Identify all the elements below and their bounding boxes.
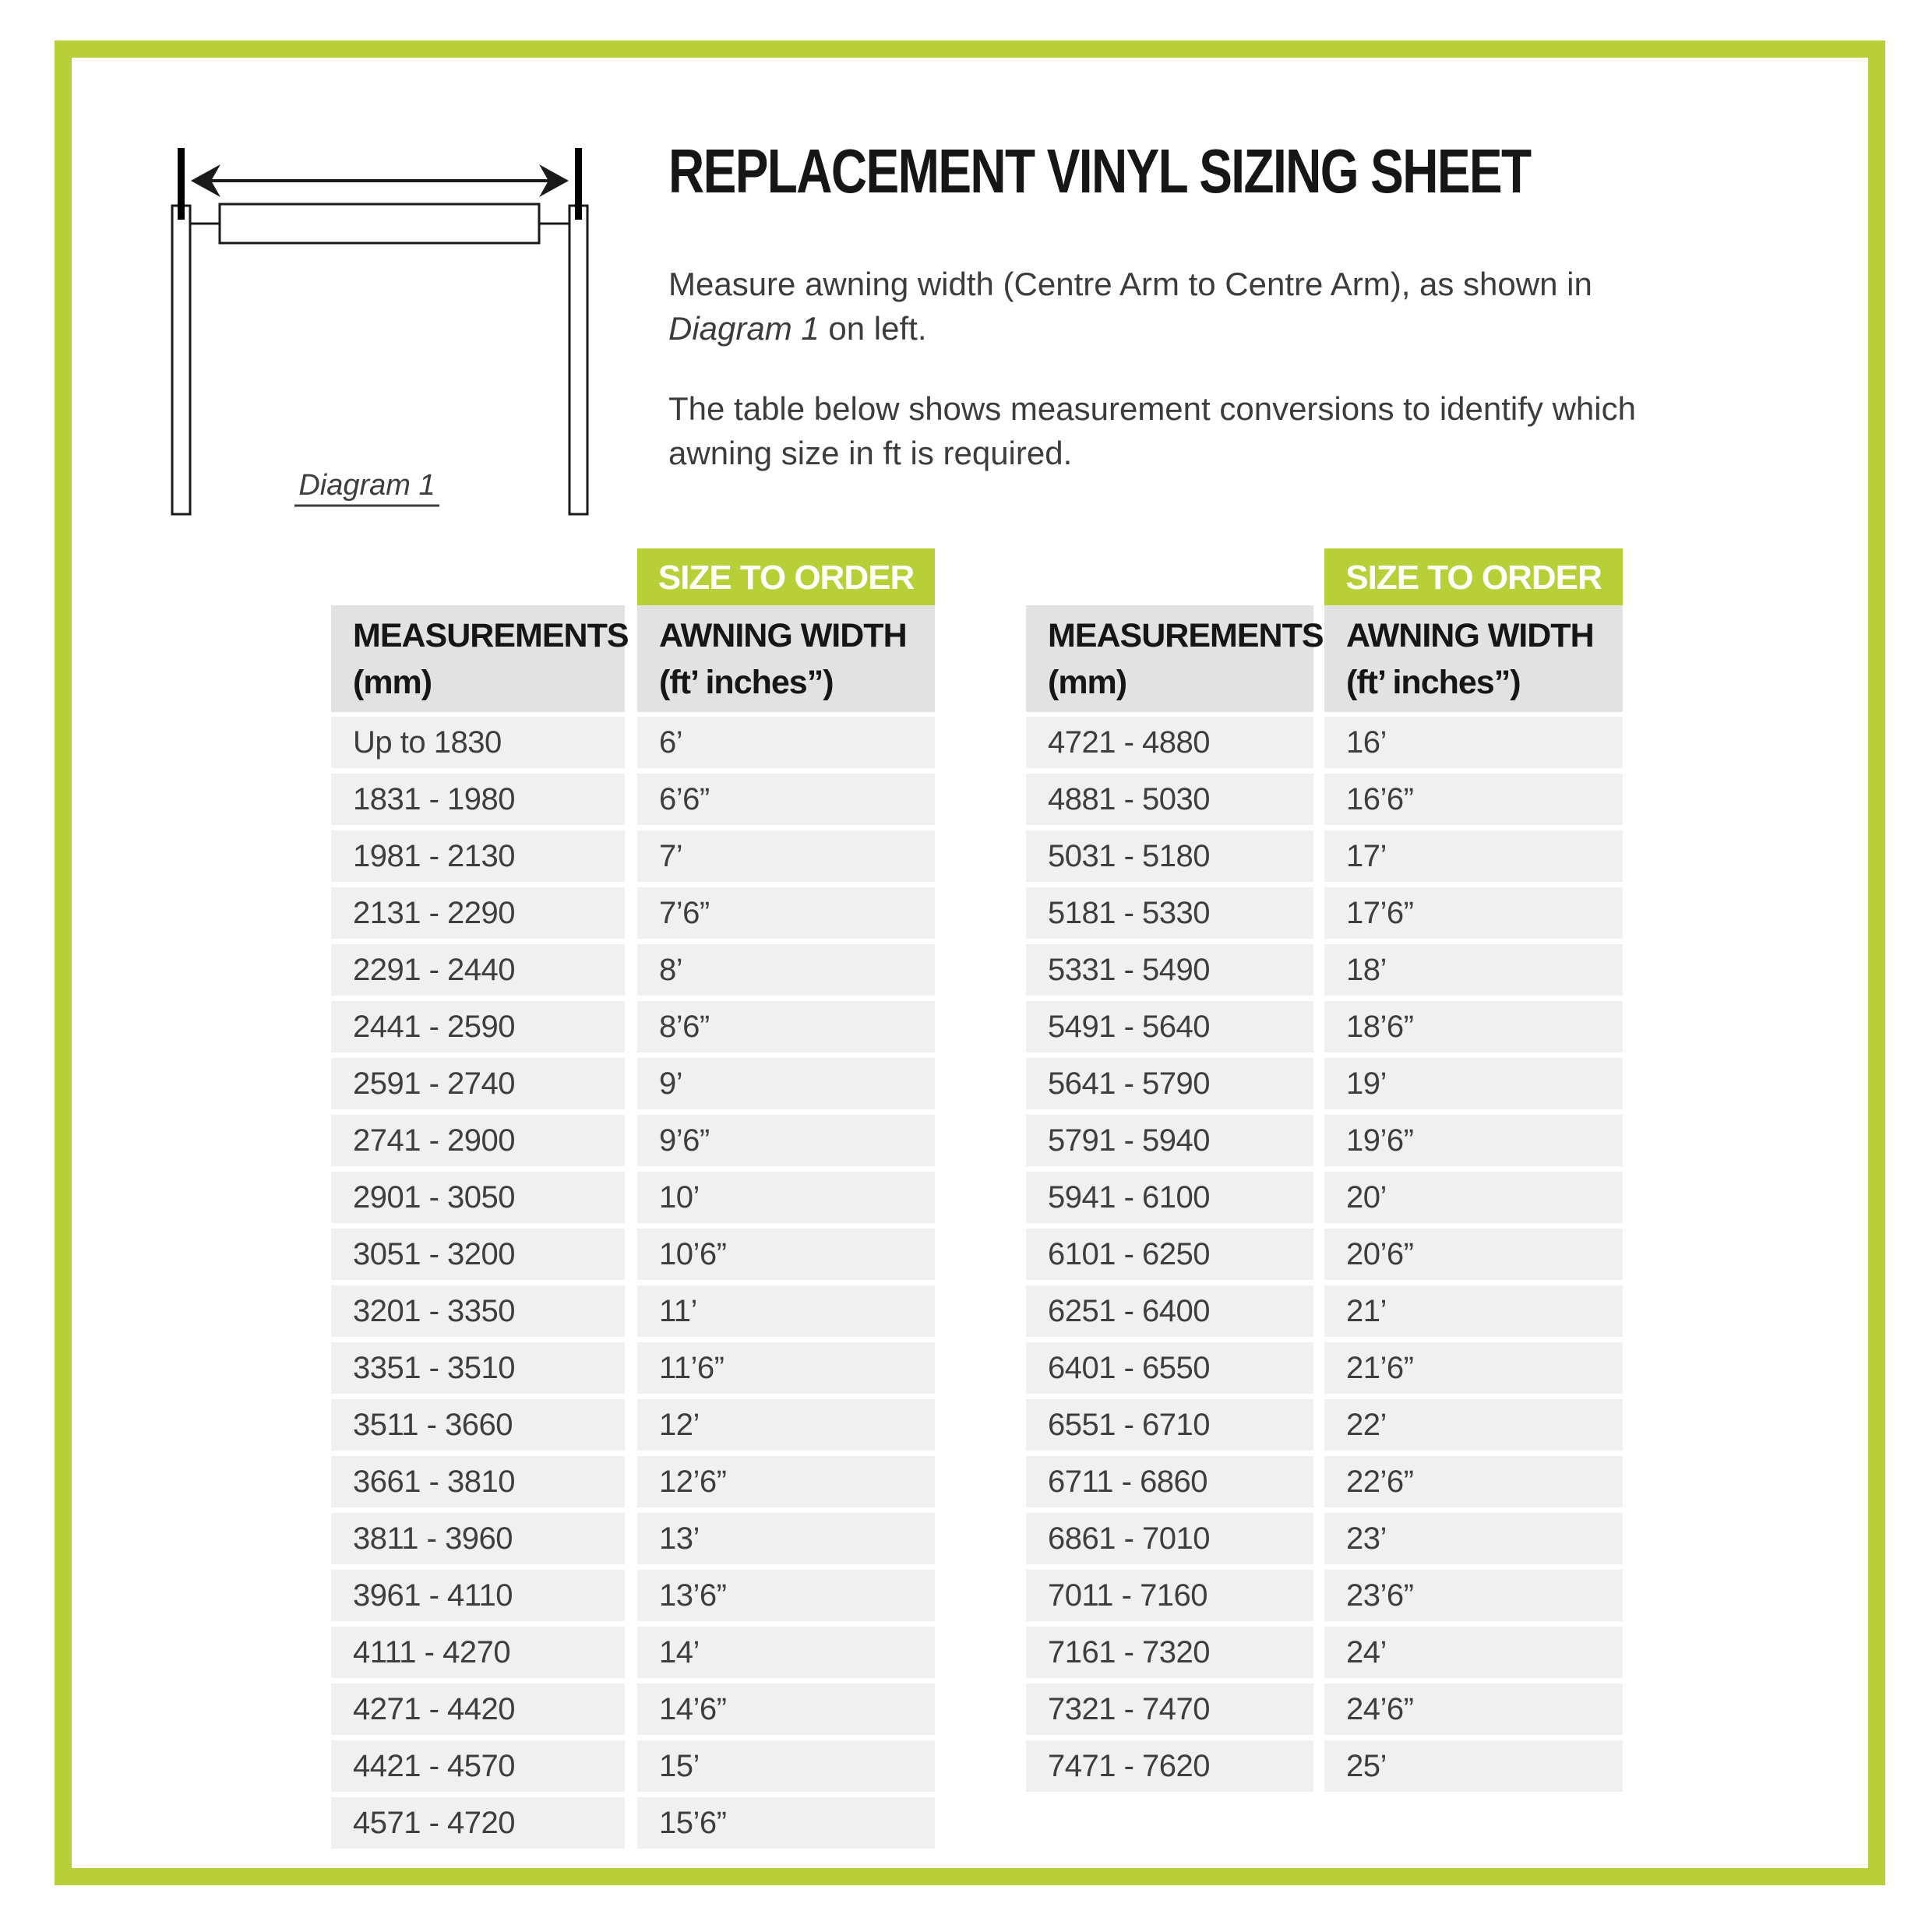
awning-size-cell: 16’6” [1324,774,1623,825]
table-row [1026,887,1623,939]
column-header-measurements-line2: (mm) [1048,664,1127,701]
intro-line-2-rest: on left. [819,310,927,347]
column-header-awning-width [637,605,935,712]
measurement-range-cell: 7321 - 7470 [1026,1683,1313,1735]
awning-size-cell: 8’6” [637,1001,935,1052]
awning-size-cell: 23’ [1324,1513,1623,1564]
table-row [331,887,935,939]
diagram-awning-roller [220,204,539,243]
measurement-range-cell: 6551 - 6710 [1026,1399,1313,1451]
awning-size-cell: 6’6” [637,774,935,825]
measurement-range-cell: 2131 - 2290 [331,887,625,939]
table-row [331,944,935,996]
measurement-range-cell: 5181 - 5330 [1026,887,1313,939]
measurement-range-cell: 3351 - 3510 [331,1342,625,1394]
table-row [1026,774,1623,825]
diagram-left-arm [172,206,190,514]
awning-size-cell: 19’ [1324,1058,1623,1109]
measurement-range-cell: 6711 - 6860 [1026,1456,1313,1507]
measurement-rows-right [1026,717,1623,1797]
awning-size-cell: 14’6” [637,1683,935,1735]
table-row [331,1740,935,1792]
column-header-awning-width-line2: (ft’ inches”) [659,664,834,701]
measurement-range-cell: 3961 - 4110 [331,1570,625,1621]
size-to-order-banner: SIZE TO ORDER [637,548,935,605]
table-header-left [331,605,935,712]
awning-size-cell: 19’6” [1324,1115,1623,1166]
column-header-measurements [1026,605,1324,712]
table-row [1026,1399,1623,1451]
awning-size-cell: 15’ [637,1740,935,1792]
table-row [331,1797,935,1849]
measurement-range-cell: 7011 - 7160 [1026,1570,1313,1621]
awning-size-cell: 23’6” [1324,1570,1623,1621]
table-row [331,1456,935,1507]
table-row [331,1229,935,1280]
table-row [1026,1058,1623,1109]
table-row [331,1342,935,1394]
awning-size-cell: 8’ [637,944,935,996]
table-row [1026,717,1623,768]
table-row [331,1058,935,1109]
table-row [1026,1570,1623,1621]
table-row [1026,1513,1623,1564]
table-row [1026,1342,1623,1394]
table-row [1026,1172,1623,1223]
table-note-paragraph [668,386,1806,475]
measurement-range-cell: 6251 - 6400 [1026,1285,1313,1337]
measurement-range-cell: 7161 - 7320 [1026,1627,1313,1678]
table-note-line-1: The table below shows measurement conversions to identify which [668,390,1636,427]
awning-size-cell: 6’ [637,717,935,768]
table-row [1026,830,1623,882]
measurement-range-cell: 5491 - 5640 [1026,1001,1313,1052]
awning-size-cell: 24’ [1324,1627,1623,1678]
measurement-range-cell: 1831 - 1980 [331,774,625,825]
table-row [331,830,935,882]
awning-size-cell: 18’6” [1324,1001,1623,1052]
measurement-range-cell: 3661 - 3810 [331,1456,625,1507]
size-to-order-banner: SIZE TO ORDER [1324,548,1623,605]
awning-size-cell: 7’6” [637,887,935,939]
measurement-range-cell: 2291 - 2440 [331,944,625,996]
table-row [1026,1683,1623,1735]
measurement-range-cell: 3811 - 3960 [331,1513,625,1564]
column-header-measurements-line1: MEASUREMENTS [1048,617,1324,654]
table-row [1026,1229,1623,1280]
measurement-range-cell: 4571 - 4720 [331,1797,625,1849]
awning-size-cell: 10’6” [637,1229,935,1280]
measurement-range-cell: 5641 - 5790 [1026,1058,1313,1109]
measurement-range-cell: 2441 - 2590 [331,1001,625,1052]
measurement-range-cell: 4111 - 4270 [331,1627,625,1678]
measurement-range-cell: 5331 - 5490 [1026,944,1313,996]
awning-size-cell: 10’ [637,1172,935,1223]
measurement-range-cell: 4721 - 4880 [1026,717,1313,768]
table-row [331,1627,935,1678]
measurement-range-cell: 2741 - 2900 [331,1115,625,1166]
intro-line-2 [668,306,1775,351]
diagram-right-arm [569,206,587,514]
column-header-awning-width-line2: (ft’ inches”) [1346,664,1521,701]
table-row [1026,1285,1623,1337]
table-row [331,1570,935,1621]
awning-size-cell: 25’ [1324,1740,1623,1792]
table-row [1026,1627,1623,1678]
awning-size-cell: 12’ [637,1399,935,1451]
table-row [1026,1740,1623,1792]
column-header-awning-width-line1: AWNING WIDTH [659,617,907,654]
awning-size-cell: 11’ [637,1285,935,1337]
awning-size-cell: 21’ [1324,1285,1623,1337]
table-header-right [1026,605,1623,712]
table-row [1026,944,1623,996]
table-row [331,1513,935,1564]
measurement-range-cell: 4421 - 4570 [331,1740,625,1792]
measurement-range-cell: Up to 1830 [331,717,625,768]
column-header-measurements-line1: MEASUREMENTS [353,617,629,654]
table-row [1026,1456,1623,1507]
awning-size-cell: 18’ [1324,944,1623,996]
column-header-awning-width [1324,605,1623,712]
measurement-range-cell: 3511 - 3660 [331,1399,625,1451]
diagram-svg [167,144,592,518]
measurement-range-cell: 5791 - 5940 [1026,1115,1313,1166]
awning-size-cell: 11’6” [637,1342,935,1394]
table-row [331,717,935,768]
measurement-range-cell: 6401 - 6550 [1026,1342,1313,1394]
measurement-range-cell: 5941 - 6100 [1026,1172,1313,1223]
measurement-range-cell: 6101 - 6250 [1026,1229,1313,1280]
measurement-range-cell: 4881 - 5030 [1026,774,1313,825]
awning-size-cell: 14’ [637,1627,935,1678]
awning-size-cell: 24’6” [1324,1683,1623,1735]
measurement-range-cell: 3051 - 3200 [331,1229,625,1280]
awning-size-cell: 7’ [637,830,935,882]
awning-size-cell: 13’6” [637,1570,935,1621]
measurement-range-cell: 5031 - 5180 [1026,830,1313,882]
awning-size-cell: 20’ [1324,1172,1623,1223]
table-row [331,1172,935,1223]
table-row [331,1115,935,1166]
intro-line-1: Measure awning width (Centre Arm to Centre Arm), as shown in [668,266,1592,302]
table-note-line-2: awning size in ft is required. [668,435,1073,471]
measurement-range-cell: 1981 - 2130 [331,830,625,882]
diagram-label: Diagram 1 [298,469,435,502]
awning-size-cell: 17’ [1324,830,1623,882]
measurement-range-cell: 6861 - 7010 [1026,1513,1313,1564]
awning-diagram [167,144,592,518]
awning-size-cell: 22’6” [1324,1456,1623,1507]
measurement-range-cell: 3201 - 3350 [331,1285,625,1337]
awning-size-cell: 13’ [637,1513,935,1564]
table-row [331,1001,935,1052]
table-row [331,774,935,825]
table-row [331,1285,935,1337]
awning-size-cell: 16’ [1324,717,1623,768]
awning-size-cell: 9’ [637,1058,935,1109]
table-row [331,1399,935,1451]
diagram-right-centre-tick [575,148,582,220]
intro-paragraph [668,262,1775,351]
diagram-reference: Diagram 1 [668,310,820,347]
awning-size-cell: 15’6” [637,1797,935,1849]
awning-size-cell: 20’6” [1324,1229,1623,1280]
measurement-range-cell: 2591 - 2740 [331,1058,625,1109]
awning-size-cell: 9’6” [637,1115,935,1166]
diagram-left-centre-tick [178,148,185,220]
measurement-range-cell: 2901 - 3050 [331,1172,625,1223]
awning-size-cell: 22’ [1324,1399,1623,1451]
table-row [1026,1115,1623,1166]
table-row [331,1683,935,1735]
awning-size-cell: 17’6” [1324,887,1623,939]
awning-size-cell: 12’6” [637,1456,935,1507]
column-header-awning-width-line1: AWNING WIDTH [1346,617,1594,654]
page-title: REPLACEMENT VINYL SIZING SHEET [668,136,1531,206]
measurement-range-cell: 7471 - 7620 [1026,1740,1313,1792]
column-header-measurements-line2: (mm) [353,664,432,701]
table-row [1026,1001,1623,1052]
measurement-range-cell: 4271 - 4420 [331,1683,625,1735]
column-header-measurements [331,605,629,712]
measurement-rows-left [331,717,935,1854]
awning-size-cell: 21’6” [1324,1342,1623,1394]
